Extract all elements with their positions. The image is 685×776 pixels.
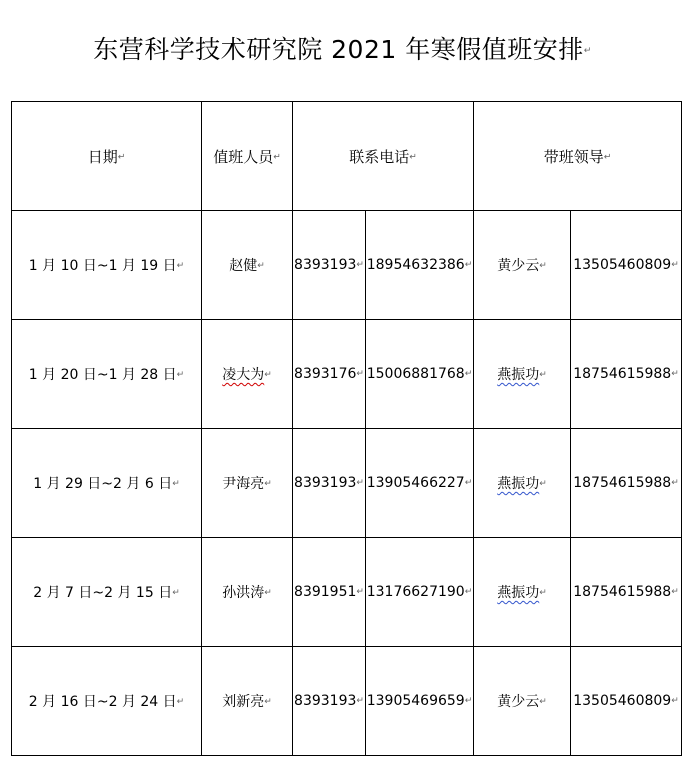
cell-leader: 黄少云↵ [474, 647, 571, 756]
schedule-table [11, 101, 682, 756]
cell-mobile: 13176627190↵ [366, 538, 474, 647]
header-contact: 联系电话↵ [293, 102, 474, 211]
header-date: 日期↵ [12, 102, 202, 211]
cell-leader-phone: 18754615988↵ [571, 429, 682, 538]
table-header-row [12, 102, 682, 211]
cell-ext: 8393193↵ [293, 429, 366, 538]
cell-staff: 刘新亮↵ [202, 647, 293, 756]
cell-leader-phone: 18754615988↵ [571, 538, 682, 647]
cell-mobile: 18954632386↵ [366, 211, 474, 320]
table-row [12, 647, 682, 756]
cell-date: 1 月 20 日~1 月 28 日↵ [12, 320, 202, 429]
table-row [12, 320, 682, 429]
cell-date: 2 月 7 日~2 月 15 日↵ [12, 538, 202, 647]
cell-leader-phone: 13505460809↵ [571, 647, 682, 756]
document-title-text: 东营科学技术研究院 2021 年寒假值班安排 [93, 35, 584, 64]
cell-date: 1 月 29 日~2 月 6 日↵ [12, 429, 202, 538]
cell-mobile: 15006881768↵ [366, 320, 474, 429]
cell-leader-phone: 18754615988↵ [571, 320, 682, 429]
cell-ext: 8393193↵ [293, 211, 366, 320]
cell-mobile: 13905469659↵ [366, 647, 474, 756]
cell-leader: 燕振功↵ [474, 538, 571, 647]
table-row [12, 429, 682, 538]
cell-leader: 燕振功↵ [474, 320, 571, 429]
cell-date: 2 月 16 日~2 月 24 日↵ [12, 647, 202, 756]
document-title [0, 30, 685, 66]
cell-staff: 尹海亮↵ [202, 429, 293, 538]
header-staff: 值班人员↵ [202, 102, 293, 211]
cell-mobile: 13905466227↵ [366, 429, 474, 538]
header-leader: 带班领导↵ [474, 102, 682, 211]
cell-leader: 黄少云↵ [474, 211, 571, 320]
cell-staff: 凌大为↵ [202, 320, 293, 429]
cell-staff: 孙洪涛↵ [202, 538, 293, 647]
table-row [12, 538, 682, 647]
paragraph-mark-icon: ↵ [583, 46, 592, 56]
cell-leader: 燕振功↵ [474, 429, 571, 538]
cell-ext: 8393176↵ [293, 320, 366, 429]
cell-ext: 8393193↵ [293, 647, 366, 756]
cell-staff: 赵健↵ [202, 211, 293, 320]
cell-date: 1 月 10 日~1 月 19 日↵ [12, 211, 202, 320]
cell-leader-phone: 13505460809↵ [571, 211, 682, 320]
cell-ext: 8391951↵ [293, 538, 366, 647]
table-row [12, 211, 682, 320]
